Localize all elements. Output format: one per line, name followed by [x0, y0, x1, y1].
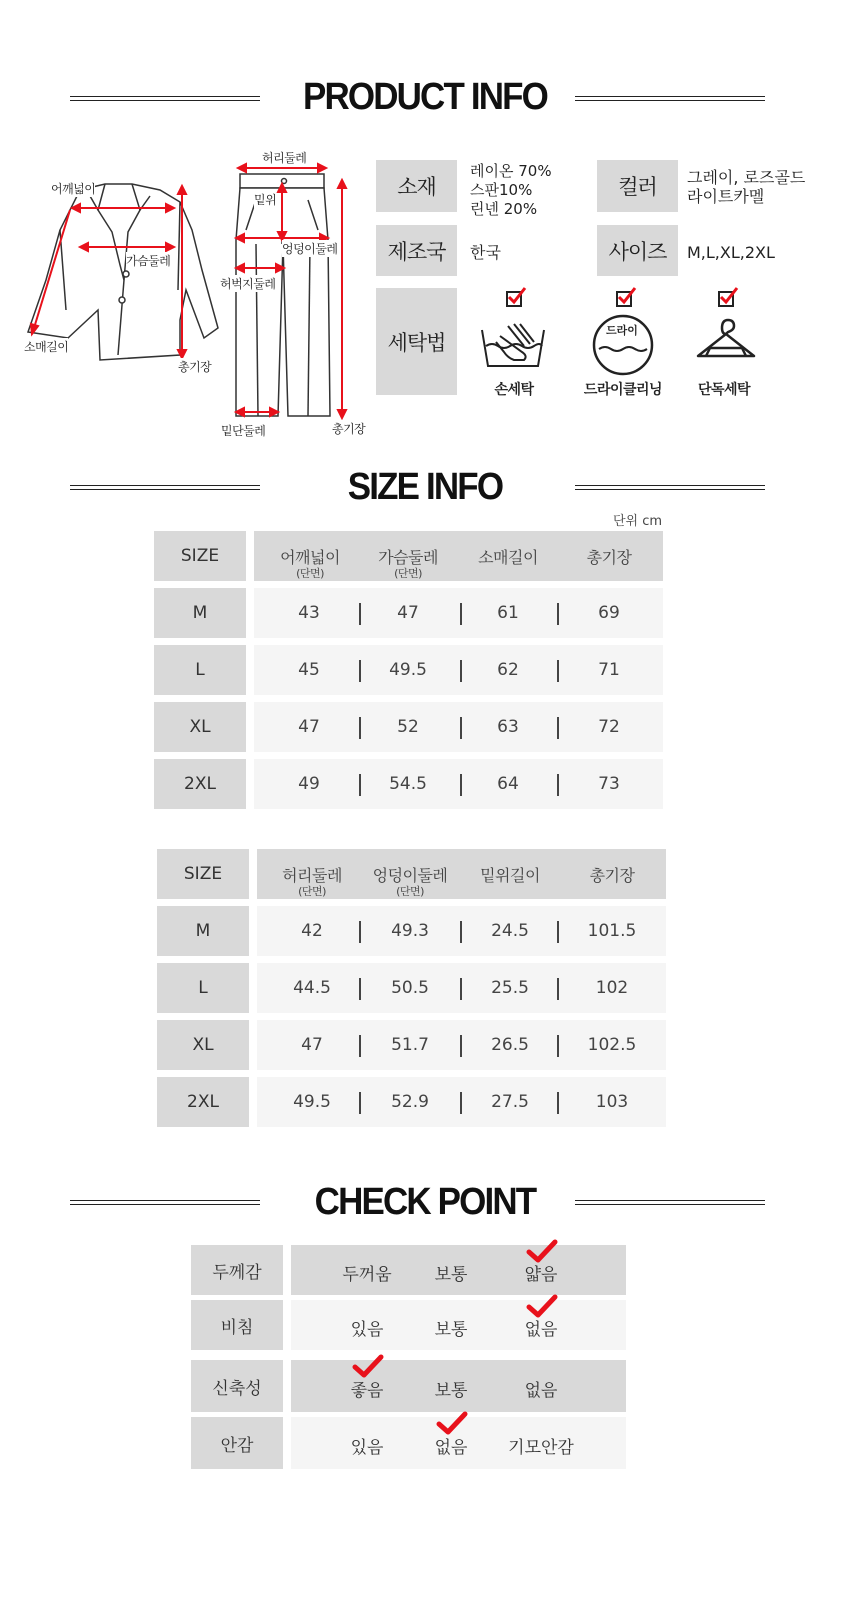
table-header-cell: 총기장	[589, 866, 635, 885]
material-value	[470, 162, 552, 219]
size-unit: 단위 cm	[613, 514, 663, 529]
table-cell: 102	[595, 978, 629, 998]
wash-label-hand: 손세탁	[494, 382, 534, 398]
table-cell: 25.5	[491, 978, 529, 998]
table-header-cell: 허리둘레 (단면)	[282, 866, 342, 898]
column-separator	[557, 921, 559, 943]
table-cell: 52.9	[391, 1092, 429, 1112]
check-point-option: 보통	[434, 1265, 468, 1285]
diagram-label-hem: 밑단둘레	[221, 424, 266, 438]
check-point-option: 보통	[434, 1381, 468, 1401]
header-rule-right	[575, 96, 765, 101]
size-value: M,L,XL,2XL	[687, 243, 775, 262]
hanger-icon	[694, 312, 758, 368]
diagram-label-rise: 밑위	[254, 193, 277, 207]
check-point-option: 보통	[434, 1320, 468, 1340]
table-row-size: L	[154, 645, 246, 695]
table-row-size: 2XL	[154, 759, 246, 809]
check-mark-icon	[352, 1354, 384, 1380]
diagram-label-chest: 가슴둘레	[126, 254, 171, 268]
table-cell: 62	[497, 660, 519, 680]
table-cell: 45	[298, 660, 320, 680]
table-cell: 47	[298, 717, 320, 737]
check-mark-icon	[526, 1239, 558, 1265]
color-line: 그레이, 로즈골드	[687, 168, 806, 187]
table-cell: 27.5	[491, 1092, 529, 1112]
color-line: 라이트카멜	[687, 187, 765, 206]
column-separator	[460, 774, 462, 796]
diagram-label-waist: 허리둘레	[262, 151, 307, 165]
column-separator	[359, 717, 361, 739]
table-cell: 47	[301, 1035, 323, 1055]
check-point-option: 없음	[524, 1320, 558, 1340]
table-cell: 69	[598, 603, 620, 623]
diagram-label-thigh: 허벅지둘레	[220, 277, 276, 291]
table-cell: 101.5	[587, 921, 637, 941]
wash-checkbox	[718, 291, 734, 307]
table-cell: 54.5	[389, 774, 427, 794]
wash-label-separate: 단독세탁	[697, 382, 751, 398]
table-cell: 71	[598, 660, 620, 680]
table-cell: 52	[397, 717, 419, 737]
table-cell: 42	[301, 921, 323, 941]
column-separator	[359, 1035, 361, 1057]
table-cell: 102.5	[587, 1035, 637, 1055]
table-header-cell: 밑위길이	[480, 866, 540, 885]
column-separator	[557, 660, 559, 682]
color-label: 컬러	[597, 160, 678, 212]
size-label: 사이즈	[597, 225, 678, 276]
table-row-size: XL	[157, 1020, 249, 1070]
diagram-label-sleeve: 소매길이	[24, 340, 69, 354]
check-point-option: 좋음	[350, 1381, 384, 1401]
column-separator	[460, 1035, 462, 1057]
table-cell: 49.5	[389, 660, 427, 680]
table-cell: 103	[595, 1092, 629, 1112]
diagram-label-hip: 엉덩이둘레	[282, 242, 338, 256]
check-point-label: 비침	[191, 1300, 283, 1350]
column-separator	[557, 1092, 559, 1114]
column-separator	[460, 921, 462, 943]
wash-label-dry: 드라이클리닝	[583, 382, 663, 398]
table-cell: 51.7	[391, 1035, 429, 1055]
section-title-check-point: CHECK POINT	[314, 1181, 536, 1223]
column-separator	[460, 1092, 462, 1114]
column-separator	[359, 978, 361, 1000]
table-row-size: 2XL	[157, 1077, 249, 1127]
material-label: 소재	[376, 160, 457, 212]
table-cell: 61	[497, 603, 519, 623]
table-cell: 63	[497, 717, 519, 737]
column-separator	[557, 774, 559, 796]
column-separator	[557, 603, 559, 625]
table-header-size: SIZE	[154, 531, 246, 581]
table-cell: 44.5	[293, 978, 331, 998]
table-header-cell: 어깨넓이 (단면)	[280, 548, 340, 580]
column-separator	[460, 603, 462, 625]
diagram-label-pants-length: 총기장	[332, 422, 366, 436]
column-separator	[460, 978, 462, 1000]
color-value	[687, 168, 805, 206]
material-line: 레이온 70%	[470, 162, 552, 180]
column-separator	[359, 1092, 361, 1114]
table-row-size: L	[157, 963, 249, 1013]
section-title-product-info: PRODUCT INFO	[302, 76, 548, 118]
check-point-label: 두께감	[191, 1245, 283, 1295]
check-mark-icon	[526, 1294, 558, 1320]
table-cell: 26.5	[491, 1035, 529, 1055]
header-rule-right	[575, 1200, 765, 1205]
check-point-option: 있음	[350, 1320, 384, 1340]
table-header-cell: 총기장	[586, 548, 632, 567]
column-separator	[557, 1035, 559, 1057]
column-separator	[460, 717, 462, 739]
column-separator	[557, 978, 559, 1000]
table-cell: 49.3	[391, 921, 429, 941]
check-point-option: 있음	[350, 1438, 384, 1458]
table-cell: 50.5	[391, 978, 429, 998]
column-separator	[460, 660, 462, 682]
check-point-option: 없음	[434, 1438, 468, 1458]
wash-label: 세탁법	[376, 288, 457, 395]
table-cell: 43	[298, 603, 320, 623]
origin-value: 한국	[470, 243, 501, 262]
table-header-cell: 가슴둘레 (단면)	[378, 548, 438, 580]
table-row-size: XL	[154, 702, 246, 752]
column-separator	[359, 921, 361, 943]
diagram-label-jacket-length: 총기장	[178, 360, 212, 374]
section-title-size-info: SIZE INFO	[347, 466, 503, 508]
table-header-size: SIZE	[157, 849, 249, 899]
column-separator	[359, 774, 361, 796]
table-cell: 64	[497, 774, 519, 794]
column-separator	[359, 660, 361, 682]
table-cell: 49	[298, 774, 320, 794]
table-cell: 49.5	[293, 1092, 331, 1112]
origin-label: 제조국	[376, 225, 457, 276]
hand-wash-icon	[478, 316, 548, 372]
dry-clean-icon-text: 드라이	[606, 324, 638, 337]
check-point-option: 얇음	[524, 1265, 558, 1285]
check-mark-icon	[436, 1411, 468, 1437]
table-header-cell: 소매길이	[478, 548, 538, 567]
table-cell: 24.5	[491, 921, 529, 941]
table-row-size: M	[157, 906, 249, 956]
table-row-size: M	[154, 588, 246, 638]
material-line: 스판10%	[470, 181, 533, 199]
table-header-cell: 엉덩이둘레 (단면)	[372, 866, 448, 898]
check-point-label: 안감	[191, 1417, 283, 1469]
table-cell: 72	[598, 717, 620, 737]
wash-checkbox	[506, 291, 522, 307]
check-point-label: 신축성	[191, 1360, 283, 1412]
table-cell: 47	[397, 603, 419, 623]
check-point-option: 기모안감	[508, 1438, 574, 1458]
check-point-option: 두꺼움	[342, 1265, 392, 1285]
column-separator	[359, 603, 361, 625]
diagram-label-shoulder: 어깨넓이	[51, 182, 96, 196]
column-separator	[557, 717, 559, 739]
material-line: 린넨 20%	[470, 200, 538, 218]
pants-diagram	[226, 160, 366, 430]
header-rule-right	[575, 485, 765, 490]
wash-checkbox	[616, 291, 632, 307]
check-point-option: 없음	[524, 1381, 558, 1401]
table-cell: 73	[598, 774, 620, 794]
